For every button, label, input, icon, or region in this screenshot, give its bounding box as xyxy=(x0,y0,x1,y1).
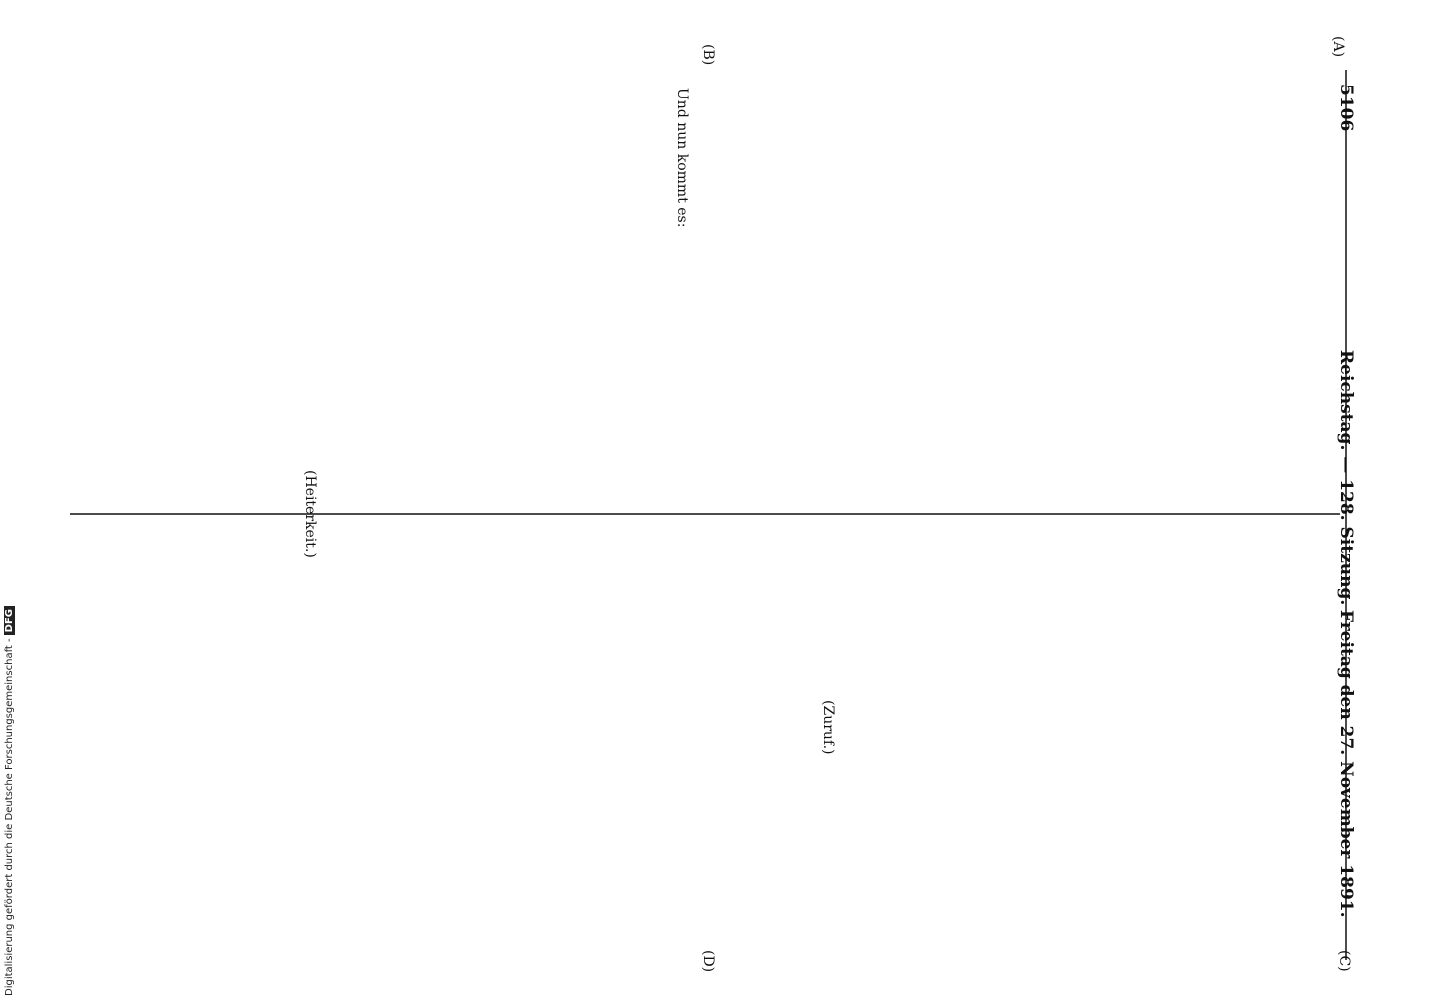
margin-marker-a: (A) xyxy=(1330,36,1346,58)
margin-marker-b: (B) xyxy=(700,44,716,66)
applause-note: (Heiterkeit.) xyxy=(302,470,318,558)
margin-marker-d: (D) xyxy=(700,950,716,973)
running-date: Freitag den 27. November 1891. xyxy=(1336,610,1356,918)
left-intro-heading: Und nun kommt es: xyxy=(674,88,690,228)
running-head: Reichstag. — 128. Sitzung. xyxy=(1336,350,1356,606)
digitization-credit xyxy=(4,606,15,996)
interjection-note: (Zuruf.) xyxy=(820,700,836,755)
page-number: 5106 xyxy=(1336,84,1356,132)
dfg-logo: DFG xyxy=(4,606,15,635)
credit-text: Digitalisierung gefördert durch die Deutsche Forschungsgemeinschaft - xyxy=(4,638,15,996)
margin-marker-c: (C) xyxy=(1336,950,1352,972)
